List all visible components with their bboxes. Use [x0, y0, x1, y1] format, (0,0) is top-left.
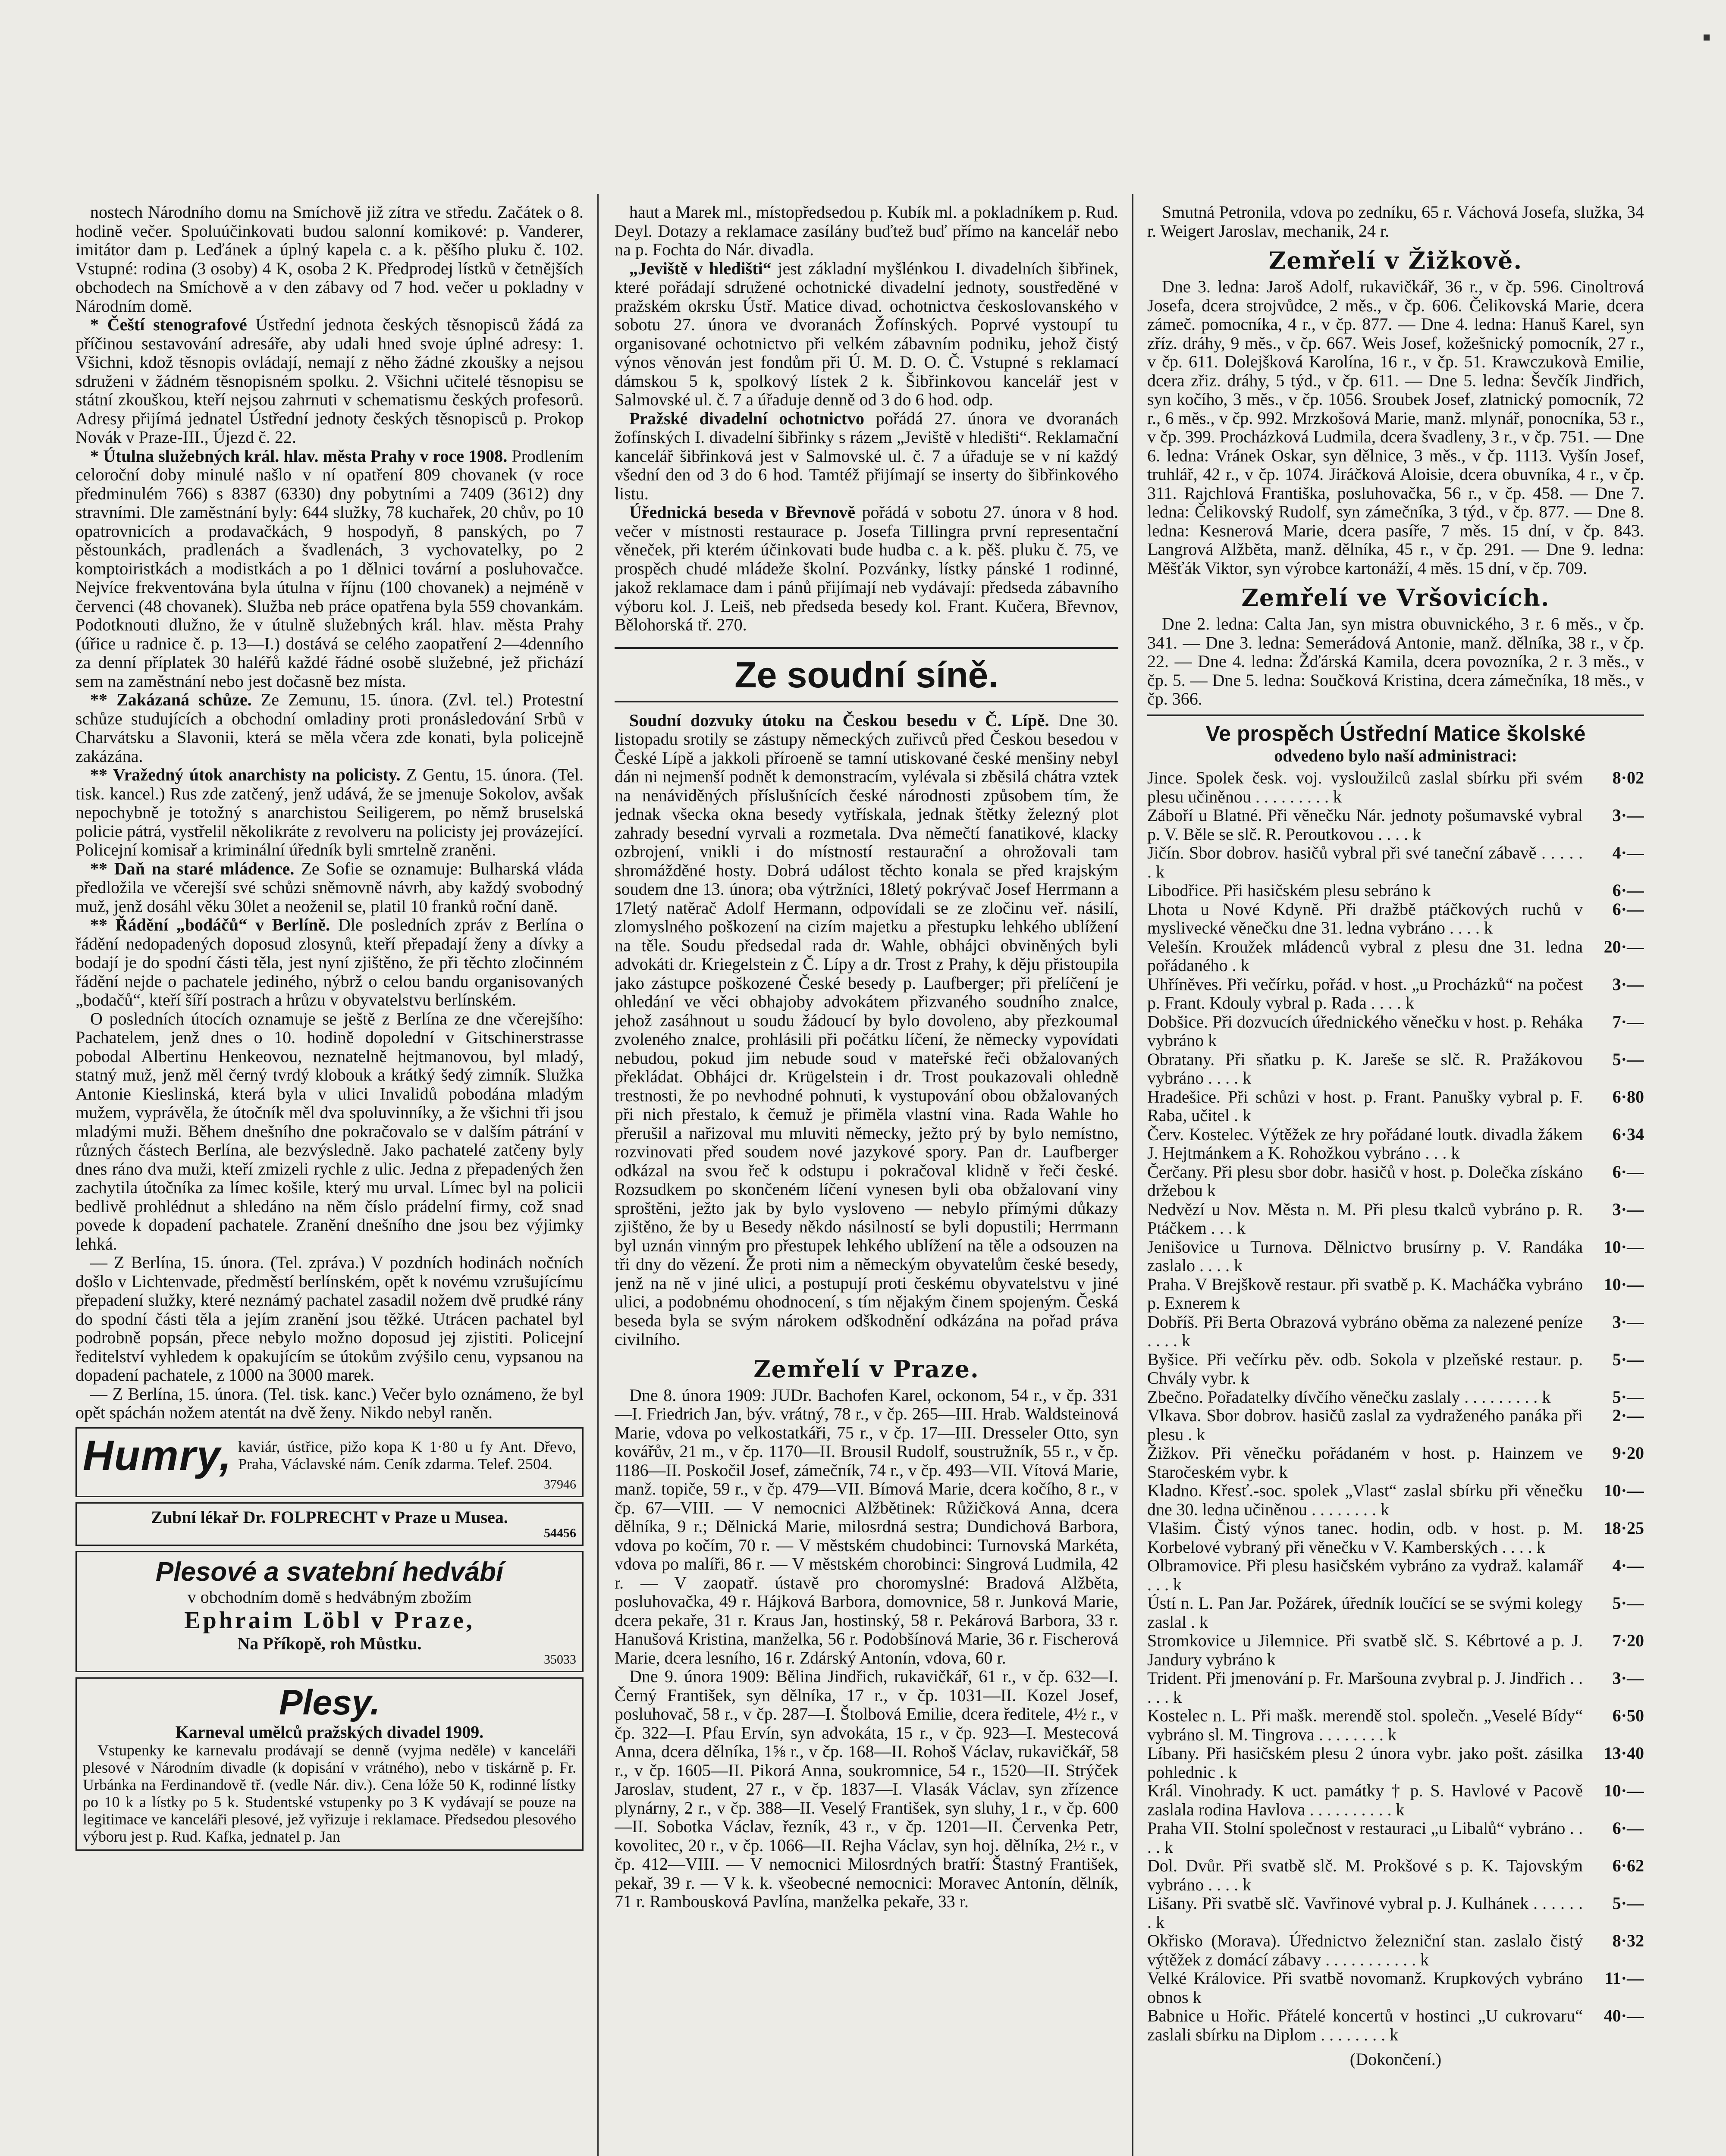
donation-text: Dobříš. Při Berta Obrazová vybráno oběma za nalezené peníze . . . . k	[1147, 1312, 1583, 1350]
item-text: Dne 30. listopadu srotily se zástupy německých zuřivců před Českou besedou v České Lípě a jakkoli příroeně se tamní utiskované české menšiny nebyl dán ni nejmenší podnět k demonstracím, vylévala si zběsilá chátra vztek na nenáviděných příslušnících české národnosti způsobem tím, že jednak všecka okna besedy vytřískala, jednak štětky železný plot zahrady besední vyrvali a rozmetala. Dva němečtí fanatikové, klacky ozbrojení, vnikli i do místností restaurační a ohrožovali tam shromážděné hosty. Dobrá událost těchto konala se před krajským soudem dne 13. února; oba výtržníci, 18letý pokrývač Josef Herrmann a 17letý natěrač Adolf Hermann, odpovídali se ze zločinu veř. násilí, zlomyslného poškození na cizím majetku a přestupku lehkého ublížení na těle. Soudu předsedal rada dr. Wahle, obhájci obviněných byli advokáti dr. Kriegelstein z Č. Lípy a dr. Trost z Prahy, k děju přistoupila jako zástupce poškozené České besedy p. Laufberger; při přelíčení je ohledání ve věci obhajoby advokátem přizvaného soudního znalce, jehož zasáhnout u soudu žádoucí by bylo dovoleno, aby přezkoumal zvoleného znalce, prohlásili při počátku líčení, že německy vypovídati nebudou, pokud jim nebude soud v mateřské řeči obžalovaných překládat. Obhájci dr. Krügelstein i dr. Trost poukazovali ohledně trestnosti, že po nevhodné pohnuti, k vystupování obou obžalovaných při nich přestalo, k čemuž je přiměla vlastní vina. Rada Wahle ho přerušil a nařizoval mu mluviti německy, ježto prý by bylo nemístno, rozvinovati před soudem nové jazykové spory. Pan dr. Laufberger odkázal na svou řeč k odstupu i pokračoval klidně v řeči české. Rozsudkem po skončeném líčení vynesen byli oba obžalovaní viny sproštěni, ježto jak by bylo vysloveno — nebylo přímými důkazy zjištěno, že by u Besedy někdo násilností se byli dopustili; Herrmann byl uznán vinným pro přestupek lehkého ublížení na těle a odsouzen na tři dny do vězení. Že proti nim a německým obyvatelům české besedy, jenž na ně v jiné ulici, a postupují proti českému obyvatelstvu v jiné ulici, a podobnému ohodnocení, s tím nějakým činem spojeným. Česká beseda byla se svým nárokem odškodnění odkázána na pořad práva civilního.	[615, 710, 1118, 1349]
paragraph: Smutná Petronila, vdova po zedníku, 65 r. Váchová Josefa, služka, 34 r. Weigert Jaroslav, mechanik, 24 r.	[1147, 203, 1644, 241]
donation-amount: 6·50	[1612, 1706, 1644, 1725]
donation-text: Čerčany. Při plesu sbor dobr. hasičů v host. p. Dolečka získáno držebou k	[1147, 1162, 1583, 1200]
donation-row	[1147, 1275, 1644, 1313]
donation-row	[1147, 1519, 1644, 1556]
donation-row	[1147, 1631, 1644, 1669]
donation-amount: 10·—	[1604, 1237, 1644, 1257]
donation-amount: 8·32	[1612, 1931, 1644, 1950]
donation-row	[1147, 1087, 1644, 1125]
donation-text: Kostelec n. L. Při mašk. merendě stol. společn. „Veselé Bídy“ vybráno sl. M. Tingrova . . . . . . . . k	[1147, 1706, 1583, 1744]
donation-amount: 6·—	[1612, 899, 1644, 919]
donation-text: Nedvězí u Nov. Města n. M. Při plesu tkalců vybráno p. R. Ptáčkem . . . k	[1147, 1199, 1583, 1238]
paragraph: O posledních útocích oznamuje se ještě z Berlína ze dne včerejšího: Pachatelem, jenž dnes o 10. hodině dopolední v Gitschinerstrasse pobodal Albertinu Henkeovou, neznatelně hejtmanovou, byl mladý, statný muž, jenž měl černý tvrdý klobouk a krátký šedý zimník. Služka Antonie Kieslinská, která byla v ulici Invalidů pobodána mladým mužem, vyprávěla, že útočník měl dva spoluvinníky, a že všichni tři jsou mladými muži. Během dnešního dne pokračovalo se v dalším pátrání v různých částech Berlína, ale bezvýsledně. Jako pachatelé zatčeny byly dnes ráno dva muži, kteří zmizeli rychle z ulic. Jedna z přepadených žen zachytila útočníka za límec košile, který mu urval. Límec byl na policii bedlivě prohlédnut a shledáno na něm číslo prádelní firmy, což snad povede k dopadení pachatele. Zranění dnešního dne jsou bez výjimky lehká.	[75, 1009, 584, 1253]
donation-amount: 6·—	[1612, 1818, 1644, 1838]
donation-text: Vlkava. Sbor dobrov. hasičů zaslal za vydraženého panáka při plesu . k	[1147, 1406, 1583, 1444]
donation-text: Líbany. Při hasičském plesu 2 února vybr. jako pošt. zásilka pohlednic . k	[1147, 1743, 1583, 1782]
donation-amount: 11·—	[1604, 1968, 1644, 1988]
item-heading: Úřednická beseda v Břevnově	[629, 502, 856, 522]
donation-row	[1147, 1706, 1644, 1744]
donation-amount: 6·80	[1612, 1087, 1644, 1106]
item-heading: ** Vražedný útok anarchisty na policisty.	[90, 765, 401, 784]
donation-amount: 3·—	[1612, 974, 1644, 994]
donation-row	[1147, 1444, 1644, 1481]
advert-silk	[75, 1551, 584, 1672]
column-rule-2	[1132, 194, 1133, 2156]
donation-amount: 6·34	[1612, 1124, 1644, 1144]
donation-items	[1147, 768, 1644, 2044]
donation-row	[1147, 1594, 1644, 1631]
section-title-court: Ze soudní síně.	[615, 647, 1118, 702]
donation-row	[1147, 1388, 1644, 1407]
paragraph: Dne 3. ledna: Jaroš Adolf, rukavičkář, 36 r., v čp. 596. Cinoltrová Josefa, dcera strojvůdce, 2 měs., v čp. 606. Čelikovská Marie, dcera zámeč. pomocníka, 4 r., v čp. 877. — Dne 4. ledna: Hanuš Karel, syn zříz. dráhy, 9 měs., v čp. 667. Weis Josef, kožešnický pomocník, 27 r., v čp. 611. Dolejšková Karolína, 16 r., v čp. 51. Krawczukovà Emilie, dcera zřiz. dráhy, 5 týd., v čp. 611. — Dne 5. ledna: Ševčík Jindřich, syn kočího, 3 měs., v čp. 1056. Sroubek Josef, zlatnický pomocník, 72 r., 6 měs., v čp. 992. Mrzkošová Marie, manž. mlynář, ponocníka, 53 r., v čp. 399. Procházková Ludmila, dcera švadleny, 3 r., v čp. 751. — Dne 6. ledna: Vránek Oskar, syn dělnice, 3 měs., v čp. 1113. Vyšín Josef, truhlář, 42 r., v čp. 1074. Jiráčková Aloisie, dcera obuvníka, 4 r., v čp. 311. Rajchlová Františka, posluhovačka, 56 r., v čp. 458. — Dne 7. ledna: Čelikovský Rudolf, syn zámečníka, 3 týd., v čp. 877. — Dne 8. ledna: Kesnerová Marie, dcera pasíře, 7 měs. 15 dní, v čp. 843. Langrová Alžběta, manž. dělníka, 45 r., v čp. 291. — Dne 9. ledna: Měšťák Viktor, syn výrobce kartonáží, 4 měs. 15 dní, v čp. 709.	[1147, 277, 1644, 578]
item-heading: * Útulna služebných král. hlav. města Prahy v roce 1908.	[90, 446, 508, 466]
advert-dentist	[75, 1502, 584, 1546]
donation-text: Lhota u Nové Kdyně. Při dražbě ptáčkových ruchů v myslivecké věnečku dne 31. ledna vybráno . . . . k	[1147, 899, 1583, 937]
item-heading: Soudní dozvuky útoku na Českou besedu v Č. Lípě.	[629, 710, 1049, 730]
donation-text: Velešín. Kroužek mládenců vybral z plesu dne 31. ledna pořádaného . k	[1147, 937, 1583, 975]
donation-text: Červ. Kostelec. Výtěžek ze hry pořádané loutk. divadla žákem J. Hejtmánkem a K. Rohožkou vybráno . . . k	[1147, 1124, 1583, 1163]
advert-text: v obchodním domě s hedvábným zbožím	[187, 1587, 472, 1607]
donation-row	[1147, 1163, 1644, 1200]
donation-row	[1147, 1931, 1644, 1969]
donation-row	[1147, 1856, 1644, 1894]
paragraph	[615, 711, 1118, 1349]
donation-text: Jičín. Sbor dobrov. hasičů vybral při své taneční zábavě . . . . . . k	[1147, 843, 1583, 881]
advert-firm: Ephraim Löbl v Praze,	[184, 1607, 475, 1634]
donation-amount: 9·20	[1612, 1443, 1644, 1463]
donation-row	[1147, 1050, 1644, 1087]
item-text: Prodlením celoroční doby minulé našlo v ní opatření 809 chovanek (v roce předminulém 766) s 8387 (6330) dny pobytními a 7409 (3612) dny stravními. Dle zaměstnání byly: 644 služky, 78 kuchařek, 20 chův, po 10 opatrovnicích a prodavačkách, 9 hospodyň, 8 panských, po 7 pěstounkách, pradlenách a švadlenách, 3 vychovatelky, po 2 komptoiristkách a modistkách a po 1 dělnici tovární a posluhovačce. Nejvíce frekventována byla útulna v říjnu (100 chovanek) a nejméně v červenci (48 chovanek). Služba neb práce opatřena byla 559 chovankám. Podotknouti dlužno, že v útulně služebných král. hlav. města Prahy (úřice u radnice č. p. 13—I.) dostává se celého zaopatření 2—4denního za denní příplatek 30 haléřů každé řádné osobě služebné, jež přichází sem na zaměstnání nebo jest dočasně bez místa.	[75, 446, 584, 691]
paragraph: — Z Berlína, 15. února. (Tel. tisk. kanc.) Večer bylo oznámeno, že byl opět spáchán nožem atentát na dvě ženy. Nikdo nebyl raněn.	[75, 1384, 584, 1422]
donation-text: Trident. Při jmenování p. Fr. Maršouna zvybral p. J. Jindřich . . . . . k	[1147, 1668, 1583, 1707]
item-heading: ** Zakázaná schůze.	[90, 690, 252, 709]
advert-subtitle: Karneval umělců pražských divadel 1909.	[175, 1722, 484, 1742]
donation-row	[1147, 1012, 1644, 1050]
paragraph: nostech Národního domu na Smíchově již zítra ve středu. Začátek o 8. hodině večer. Spoluúčinkovati budou salonní komikové: p. Vanderer, imitátor dam p. Leďánek a úplný kapela c. a k. pěšího pluku č. 102. Vstupné: rodina (3 osoby) 4 K, osoba 2 K. Předprodej lístků v četnějších obchodech na Smíchově a v den zábavy od 7 hod. večer u pokladny v Národním domě.	[75, 203, 584, 316]
donation-row	[1147, 881, 1644, 900]
donation-amount: 5·—	[1612, 1387, 1644, 1407]
item-heading: Pražské divadelní ochotnictvo	[629, 408, 864, 428]
donation-row	[1147, 975, 1644, 1012]
item-text: Ze Zemunu, 15. února. (Zvl. tel.) Protestní schůze studujících a obchodní omladiny proti pronásledování Srbů v Charvátsku a Slavonii, která se měla včera zde konati, byla policejně zakázána.	[75, 690, 584, 766]
donation-amount: 10·—	[1604, 1481, 1644, 1500]
donation-amount: 7·—	[1612, 1012, 1644, 1031]
donation-amount: 10·—	[1604, 1781, 1644, 1800]
donation-row	[1147, 1125, 1644, 1163]
donation-row	[1147, 843, 1644, 881]
donation-text: Obratany. Při sňatku p. K. Jareše se slč. R. Pražákovou vybráno . . . . k	[1147, 1049, 1583, 1087]
donation-amount: 5·—	[1612, 1049, 1644, 1069]
donation-amount: 3·—	[1612, 1199, 1644, 1219]
paragraph: Dne 9. února 1909: Bělina Jindřich, rukavičkář, 61 r., v čp. 632—I. Černý František, syn dělníka, 17 r., v čp. 1031—II. Kozel Josef, posluhovač, 58 r., v čp. 287—I. Štolbová Emilie, dcera ředitele, 4½ r., v čp. 322—I. Pfau Ervín, syn advokáta, 15 r., v čp. 923—I. Mestecová Anna, dcera dělníka, 1⅝ r., v čp. 168—II. Rohoš Václav, rukavičkář, 58 r., v čp. 1605—II. Pikorá Anna, soukromnice, 54 r., 1520—II. Strýček Jaroslav, student, 27 r., v čp. 1837—I. Vlasák Václav, syn zřízence plynárny, 2 r., v čp. 388—II. Veselý František, syn sluhy, 1 r., v čp. 600—II. Sobotka Václav, řezník, 43 r., v čp. 1201—II. Červenka Petr, kovolitec, 20 r., v čp. 1066—II. Rejha Václav, syn hoj. dělníka, 2½ r., v čp. 412—VIII. — V nemocnici Milosrdných bratří: Štastný František, pekař, 39 r. — V k. k. všeobecné nemocnici: Moravec Antonín, dělník, 71 r. Rambousková Pavlína, manželka pekaře, 33 r.	[615, 1667, 1118, 1911]
donation-row	[1147, 1781, 1644, 1819]
donation-row	[1147, 2006, 1644, 2044]
donation-list-title: Ve prospěch Ústřední Matice školské	[1205, 721, 1586, 746]
paragraph	[75, 765, 584, 859]
donation-amount: 20·—	[1604, 937, 1644, 956]
donation-amount: 7·20	[1612, 1631, 1644, 1650]
donation-text: Libodřice. Při hasičském plesu sebráno k	[1147, 881, 1431, 900]
donation-row	[1147, 1894, 1644, 1931]
donation-amount: 5·—	[1612, 1893, 1644, 1913]
donation-text: Olbramovice. Při plesu hasičském vybráno za vydraž. kalamář . . . k	[1147, 1556, 1583, 1594]
paragraph: haut a Marek ml., místopředsedou p. Kubík ml. a pokladníkem p. Rud. Deyl. Dotazy a reklamace zasílány buďtež buď přímo na kancelář nebo na p. Fochta do Nár. divadla.	[615, 203, 1118, 259]
advert-plesy	[75, 1677, 584, 1851]
section-title-deaths-vrsovice: Zemřelí ve Vršovicích.	[1241, 584, 1550, 611]
item-text: Z Gentu, 15. února. (Tel. tisk. kancel.) Rus zde zatčený, jenž udává, že se jmenuje Sokolov, avšak nepochybně je totožný s anarchistou Seiligerem, po němž bruselská policie pátrá, vystřelil několikráte z revolveru na policisty jej provázející. Policejní komisař a kriminální úředník byli smrtelně zraněni.	[75, 765, 584, 859]
advert-title: Humry,	[83, 1431, 232, 1479]
donation-amount: 5·—	[1612, 1593, 1644, 1613]
advert-number: 35033	[544, 1652, 576, 1667]
donation-text: Byšice. Při večírku pěv. odb. Sokola v plzeňské restaur. p. Chvály vybr. k	[1147, 1349, 1583, 1388]
paragraph	[75, 447, 584, 691]
donation-text: Velké Královice. Při svatbě novomanž. Krupkových vybráno obnos k	[1147, 1968, 1583, 2007]
item-heading: ** Daň na staré mládence.	[90, 859, 295, 878]
advert-humry	[75, 1427, 584, 1497]
donation-amount: 40·—	[1604, 2006, 1644, 2025]
donation-amount: 8·02	[1612, 768, 1644, 787]
donation-row	[1147, 1350, 1644, 1388]
donation-text: Praha VII. Stolní společnost v restauraci „u Libalů“ vybráno . . . . k	[1147, 1818, 1583, 1857]
donation-text: Jenišovice u Turnova. Dělnictvo brusírny p. V. Randáka zaslalo . . . . k	[1147, 1237, 1583, 1275]
donation-list	[1147, 714, 1644, 2069]
donation-text: Jince. Spolek česk. voj. vysloužilců zaslal sbírku při svém plesu učiněnou . . . . . . . . . k	[1147, 768, 1583, 806]
donation-row	[1147, 937, 1644, 975]
donation-amount: 2·—	[1612, 1406, 1644, 1425]
paragraph	[615, 259, 1118, 409]
scan-mark	[1704, 34, 1710, 41]
paragraph: Dne 2. ledna: Calta Jan, syn mistra obuvnického, 3 r. 6 měs., v čp. 341. — Dne 3. ledna: Semerádová Antonie, manž. dělníka, 38 r., v čp. 22. — Dne 4. ledna: Žďárská Kamila, dcera povozníka, 2 r. 3 měs., v čp. 5. — Dne 5. ledna: Součková Kristina, dcera zámečníka, 18 měs., v čp. 366.	[1147, 614, 1644, 708]
item-text: Ze Sofie se oznamuje: Bulharská vláda předložila ve včerejší své schůzi sněmovně návrh, aby každý svobodný muž, jenž dosáhl věku 30let a neoženil se, platil 10 franků roční daně.	[75, 859, 584, 916]
donation-text: Praha. V Brejškově restaur. při svatbě p. K. Macháčka vybráno p. Exnerem k	[1147, 1274, 1583, 1313]
advert-text: Zubní lékař Dr. FOLPRECHT v Praze u Musea.	[151, 1507, 508, 1527]
donation-row	[1147, 1481, 1644, 1519]
donation-text: Žižkov. Při věnečku pořádaném v host. p. Hainzem ve Staročeském vybr. k	[1147, 1443, 1583, 1482]
section-title-deaths-zizkov: Zemřelí v Žižkově.	[1268, 247, 1523, 274]
donation-text: Babnice u Hořic. Přátelé koncertů v hostinci „U cukrovaru“ zaslali sbírku na Diplom . . . . . . . . k	[1147, 2006, 1583, 2044]
donation-amount: 4·—	[1612, 1556, 1644, 1575]
advert-text: Vstupenky ke karnevalu prodávají se denně (vyjma neděle) v kanceláři plesové v Národním divadle (k dopisání v vrátného), nebo v tiskárně p. Fr. Urbánka na Ferdinandově tř. (vedle Nár. div.). Cena lóže 50 K, rodinné lístky po 10 k a lístky po 5 k. Studentské vstupenky po 3 K vydávají se pouze na legitimace ve kanceláři plesové, jež vyřizuje i reklamace. Předsedou plesového výboru jest p. Rud. Kafka, jednatel p. Jan	[83, 1741, 576, 1845]
item-heading: ** Řádění „bodáčů“ v Berlíně.	[90, 915, 330, 934]
donation-text: Stromkovice u Jilemnice. Při svatbě slč. S. Kébrtové a p. J. Jandury vybráno k	[1147, 1631, 1583, 1669]
column-1	[75, 203, 584, 1856]
column-2	[615, 203, 1118, 1911]
donation-text: Záboří u Blatné. Při věnečku Nár. jednoty pošumavské vybral p. V. Běle se slč. R. Peroutkovou . . . . k	[1147, 805, 1583, 844]
paragraph	[615, 503, 1118, 634]
donation-row	[1147, 1819, 1644, 1856]
donation-text: Okřisko (Morava). Úřednictvo železniční stan. zaslalo čistý výtěžek z domácí zábavy . . . . . . . . . . . k	[1147, 1931, 1583, 1969]
advert-title: Plesové a svatební hedvábí	[155, 1557, 504, 1587]
donation-amount: 10·—	[1604, 1274, 1644, 1294]
advert-text: kaviár, ústřice, pižo kopa K 1·80 u fy Ant. Dřevo, Praha, Václavské nám. Ceník zdarma. Telef. 2504.	[238, 1438, 576, 1473]
advert-address: Na Příkopě, roh Můstku.	[237, 1633, 422, 1653]
donation-row	[1147, 1200, 1644, 1238]
donation-amount: 3·—	[1612, 1668, 1644, 1688]
donation-row	[1147, 1556, 1644, 1594]
advert-number: 37946	[544, 1477, 576, 1492]
paragraph	[615, 409, 1118, 503]
donation-amount: 5·—	[1612, 1349, 1644, 1369]
item-heading: * Čeští stenografové	[90, 315, 247, 334]
donation-row	[1147, 1313, 1644, 1350]
donation-amount: 18·25	[1604, 1518, 1644, 1538]
donation-row	[1147, 768, 1644, 806]
donation-row	[1147, 806, 1644, 843]
item-text: pořádá 27. února ve dvoranách žofínských I. divadelní šibřinky s rázem „Jeviště v hledišti“. Reklamační kancelář šibřinková jest v Salmovské ul. č. 7 a úřaduje se v ní každý všední den od 3 do 6 hod. Tamtéž přijímají se inserty do šibřinkového listu.	[615, 408, 1118, 503]
item-text: Dle posledních zpráv z Berlína o řádění nedopadených doposud zlosynů, kteří přepadají ženy a dívky a bodají je do spodní části těla, jest nyní zjištěno, že při těchto zločinném řádění nejde o pachatele jediného, nýbrž o celou bandu organisovaných „bodačů“, kteří šíří postrach a hrůzu v obyvatelstvu berlínském.	[75, 915, 584, 1009]
donation-amount: 3·—	[1612, 805, 1644, 825]
donation-row	[1147, 1669, 1644, 1706]
donation-text: Dol. Dvůr. Při svatbě slč. M. Prokšové s p. K. Tajovským vybráno . . . . k	[1147, 1856, 1583, 1894]
donation-row	[1147, 900, 1644, 937]
donation-amount: 13·40	[1604, 1743, 1644, 1763]
donation-row	[1147, 1744, 1644, 1781]
donation-row	[1147, 1406, 1644, 1444]
item-text: jest základní myšlénkou I. divadelních šibřinek, které pořádají sdružené ochotnické divadelní jednoty, soustředěné v pražském okrsku Ústř. Matice divad. ochotnictva českoslovanského v sobotu 27. února ve dvoranách Žofínských. Poprvé vystoupí tu organisované ochotnictvo při velkém zábavním podniku, jehož čistý výnos věnován jest fondům při Ú. M. D. O. Č. Vstupné s reklamací dámskou 5 k, spolkový lístek 2 k. Šibřinkovou kancelář jest v Salmovské ul. č. 7 a úřaduje denně od 3 do 6 hod. odp.	[615, 258, 1118, 409]
paragraph	[75, 859, 584, 916]
donation-text: Uhříněves. Při večírku, pořád. v host. „u Procházků“ na počest p. Frant. Kdouly vybral p. Rada . . . . k	[1147, 974, 1583, 1012]
advert-title: Plesy.	[279, 1683, 380, 1722]
donation-amount: 6·62	[1612, 1856, 1644, 1875]
paragraph	[75, 690, 584, 765]
donation-text: Zbečno. Pořadatelky dívčího věnečku zaslaly . . . . . . . . . k	[1147, 1387, 1551, 1407]
item-text: pořádá v sobotu 27. února v 8 hod. večer v místnosti restaurace p. Josefa Tillingra první representační věneček, při kterém účinkovati bude hudba c. a k. pěš. pluku č. 75, ve prospěch chudé mládeže školní. Pozvánky, lístky pánské 1 rodinné, jakož reklamace dam i pánů přijímají neb vydávají: předseda zábavního výboru kol. J. Leiš, neb předseda besedy kol. Frant. Kučera, Břevnov, Bělohorská tř. 270.	[615, 502, 1118, 634]
donation-amount: 6·—	[1612, 881, 1644, 900]
donation-text: Lišany. Při svatbě slč. Vavřinové vybral p. J. Kulhánek . . . . . . . k	[1147, 1893, 1583, 1932]
newspaper-page	[35, 129, 1644, 2156]
column-3	[1147, 203, 1644, 2069]
advert-number: 54456	[544, 1526, 576, 1540]
donation-text: Kladno. Křesť.-soc. spolek „Vlast“ zaslal sbírku při věnečku dne 30. ledna učiněnou . . . . . . . . k	[1147, 1481, 1583, 1519]
paragraph	[75, 915, 584, 1009]
donation-amount: 4·—	[1612, 843, 1644, 862]
donation-text: Vlašim. Čistý výnos tanec. hodin, odb. v host. p. M. Korbelové vybraný při věnečku v V. Kamberských . . . . k	[1147, 1518, 1583, 1557]
section-title-deaths-prague: Zemřelí v Praze.	[753, 1355, 979, 1383]
donation-text: Ústí n. L. Pan Jar. Požárek, úředník loučící se se svými kolegy zaslal . k	[1147, 1593, 1583, 1632]
donation-row	[1147, 1238, 1644, 1275]
column-rule-1	[597, 194, 599, 2156]
donation-text: Hradešice. Při schůzi v host. p. Frant. Panušky vybral p. F. Raba, učitel . k	[1147, 1087, 1583, 1125]
paragraph	[75, 315, 584, 447]
donation-list-subtitle: odvedeno bylo naší administraci:	[1274, 746, 1517, 765]
item-heading: „Jeviště v hledišti“	[629, 258, 772, 278]
continued-note: (Dokončení.)	[1349, 2049, 1442, 2069]
item-text: Ústřední jednota českých těsnopisců žádá za příčinou sestavování adresáře, aby udali hned svoje úplné adresy: 1. Všichni, kdož těsnopis ovládají, nemají z něho žádné zkoušky a nejsou sdruženi v žádném těsnopisném spolku. 2. Všichni učitelé těsnopisu se státní zkouškou, kteří nejsou zahrnuti v schematismu českých profesorů. Adresy přijímá jednatel Ústřední jednoty českých těsnopisců p. Prokop Novák v Praze-III., Újezd č. 22.	[75, 315, 584, 447]
donation-row	[1147, 1969, 1644, 2006]
donation-text: Král. Vinohrady. K uct. památky † p. S. Havlové v Pacově zaslala rodina Havlova . . . . . . . . . . k	[1147, 1781, 1583, 1819]
paragraph: — Z Berlína, 15. února. (Tel. zpráva.) V pozdních hodinách nočních došlo v Lichtenvade, předměstí berlínském, opět k novému vzrušujícímu přepadení služky, které neznámý pachatel zasadil nožem dvě prudké rány do spodní části těla a jejím zranění jsou těžké. Utrácen pachatel byl podrobně popsán, přece nebylo možno doposud jej zjistiti. Policejní ředitelství vyhledem k opakujícím se útokům zvýšilo cenu, vypsanou na dopadení pachatele, z 1000 na 3000 marek.	[75, 1253, 584, 1385]
donation-text: Dobšice. Při dozvucích úřednického věnečku v host. p. Reháka vybráno k	[1147, 1012, 1583, 1050]
donation-amount: 6·—	[1612, 1162, 1644, 1181]
paragraph: Dne 8. února 1909: JUDr. Bachofen Karel, ockonom, 54 r., v čp. 331—I. Friedrich Jan, býv. vrátný, 78 r., v čp. 265—III. Hrab. Waldsteinová Marie, vdova po velkostatkáři, 75 r., v čp. 17—III. Dresseler Otto, syn kovářův, 21 m., v čp. 1170—II. Brousil Rudolf, soustružník, 55 r., v čp. 1186—II. Poskočil Josef, zámečník, 74 r., v čp. 493—VII. Vítová Marie, manž. topiče, 59 r., v čp. 479—VII. Bímová Marie, dcera kočího, 8 r., v čp. 67—VIII. — V nemocnici Alžbětinek: Růžičková Anna, dcera dělníka, 9 r.; Dělnická Marie, milosrdná sestra; Dundichová Barbora, vdova po kočím, 70 r. — V městském chudobinci: Turnovská Markéta, vdova po malíři, 86 r. — V městském chorobinci: Singrová Ludmila, 42 r. — V zaopatř. ústavě pro choromyslné: Bradová Alžběta, posluhovačka, 49 r. Hájková Barbora, domovnice, 58 r. Junková Marie, dcera pekaře, 31 r. Kraus Jan, hostinský, 58 r. Pekárová Barbora, 33 r. Hanušová Kristina, manželka, 56 r. Podobšínová Marie, 36 r. Fischerová Marie, dcera lesního, 16 r. Zdárský Antonín, vdova, 60 r.	[615, 1385, 1118, 1667]
donation-amount: 3·—	[1612, 1312, 1644, 1332]
